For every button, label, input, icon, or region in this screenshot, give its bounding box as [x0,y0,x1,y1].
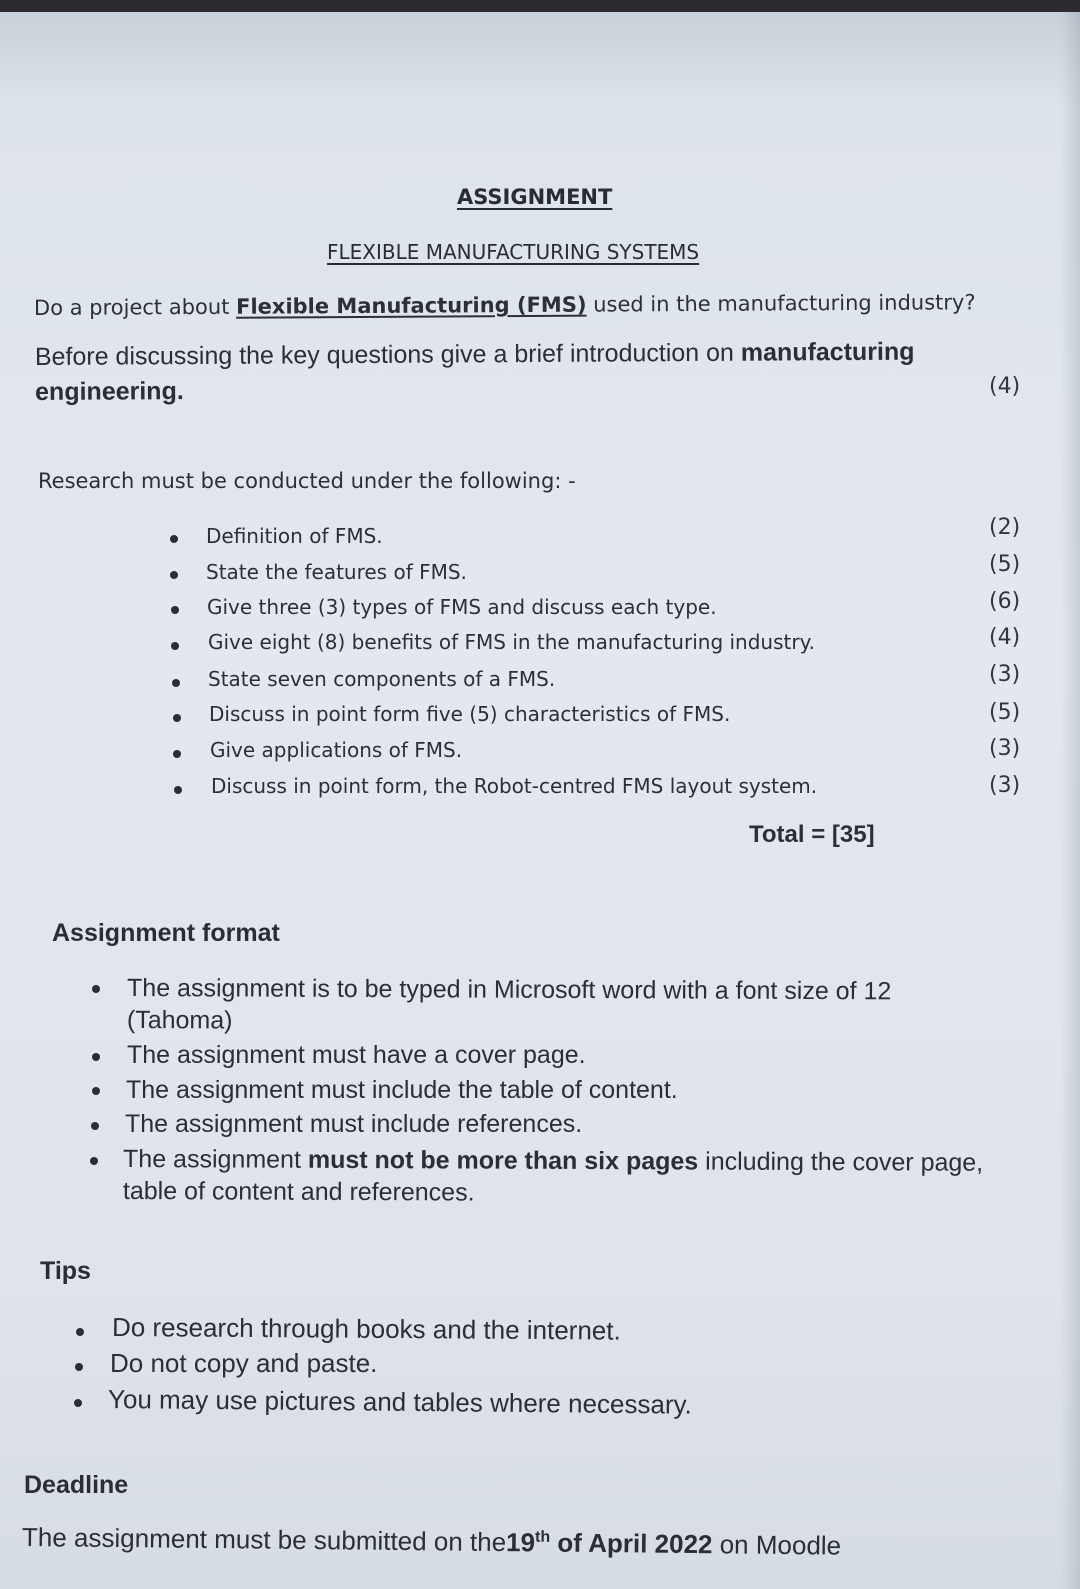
page-subtitle: FLEXIBLE MANUFACTURING SYSTEMS [327,240,700,264]
brief-prefix: Before discussing the key questions give a brief introduction on [34,338,741,372]
list-item: Give three (3) types of FMS and discuss each type. [207,595,717,619]
research-heading: Research must be conducted under the following: - [38,469,576,493]
total-marks: Total = [35] [749,821,875,848]
project-prefix: Do a project about [33,294,237,320]
bullet [170,571,178,579]
deadline-text [22,1522,841,1562]
item-marks: (2) [989,515,1021,540]
project-suffix: used in the manufacturing industry? [586,290,976,317]
brief-emphasis-line2: engineering. [35,377,184,406]
list-item: The assignment must have a cover page. [127,1041,586,1069]
bullet [170,535,178,543]
deadline-prefix: The assignment must be submitted on the [21,1522,507,1558]
item-marks: (5) [989,700,1021,725]
bullet [90,1157,98,1165]
bullet [171,606,179,614]
format-heading: Assignment format [52,919,280,947]
list-item: Give applications of FMS. [210,738,463,762]
item-marks: (5) [989,552,1021,577]
bullet [76,1328,84,1336]
item-marks: (6) [989,589,1021,614]
page-edge-shadow [1060,12,1080,1589]
deadline-day-suffix: th [535,1528,551,1546]
brief-instruction [35,335,915,410]
list-item: Do research through books and the internet. [111,1312,621,1346]
list-item [123,1143,983,1211]
list-item: State seven components of a FMS. [208,667,556,691]
bullet [92,985,100,993]
deadline-month-year: of April 2022 [550,1527,713,1560]
bullet [174,786,182,794]
item-marks: (3) [989,773,1021,798]
bullet [92,1053,100,1061]
project-emphasis: Flexible Manufacturing (FMS) [236,292,587,319]
bullet [75,1363,83,1371]
list-item: Do not copy and paste. [110,1348,378,1378]
bullet [74,1399,82,1407]
deadline-tail: on Moodle [712,1529,842,1561]
list-item: Definition of FMS. [206,524,383,548]
format-item-5-bold: must not be more than six pages [307,1145,699,1176]
bullet [92,1087,100,1095]
list-item: You may use pictures and tables where necessary. [107,1384,693,1420]
list-item: Discuss in point form, the Robot-centred FMS layout system. [211,774,818,798]
page-title: ASSIGNMENT [457,185,613,209]
list-item: State the features of FMS. [206,560,467,584]
format-item-1-line-2: (Tahoma) [126,1006,233,1035]
document-page [0,12,1080,1589]
item-marks: (3) [989,736,1021,761]
project-instruction [34,290,976,320]
list-item: The assignment must include the table of content. [126,1076,678,1104]
bullet [171,642,179,650]
format-item-1-line-1: The assignment is to be typed in Microsoft word with a font size of 12 [127,974,892,1006]
deadline-day: 19 [505,1527,536,1558]
list-item: The assignment must include references. [125,1110,583,1138]
format-item-5-prefix: The assignment [123,1145,308,1174]
bullet [173,750,181,758]
format-item-5-line-2: table of content and references. [122,1177,475,1207]
list-item [127,972,892,1039]
list-item: Discuss in point form five (5) characteristics of FMS. [209,702,731,726]
brief-emphasis: manufacturing [740,337,915,367]
tips-heading: Tips [40,1257,91,1285]
item-marks: (4) [989,625,1021,650]
list-item: Give eight (8) benefits of FMS in the manufacturing industry. [208,630,815,654]
item-marks: (3) [989,662,1021,687]
bullet [91,1122,99,1130]
format-item-5-suffix: including the cover page, [698,1147,984,1177]
bullet [172,679,180,687]
brief-marks: (4) [989,374,1021,399]
deadline-heading: Deadline [24,1471,129,1499]
bullet [173,714,181,722]
